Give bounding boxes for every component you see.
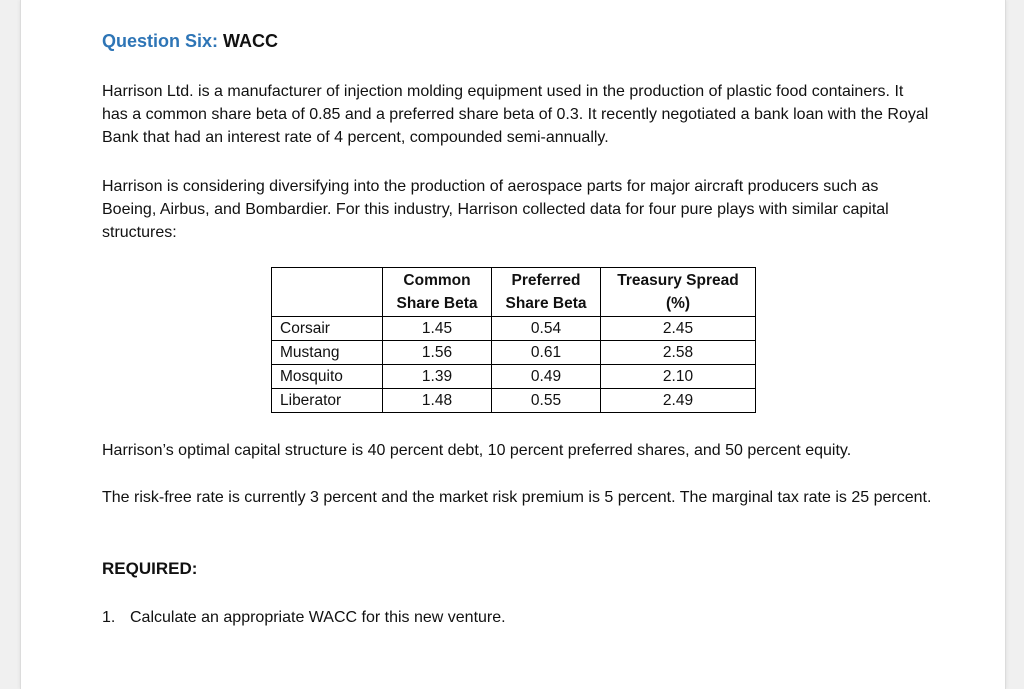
table-header-row bbox=[272, 268, 756, 317]
preferred-beta-cell: 0.61 bbox=[492, 341, 601, 365]
company-name: Mustang bbox=[272, 341, 383, 365]
treasury-spread-cell: 2.49 bbox=[601, 389, 756, 413]
table-header-common-beta: Common Share Beta bbox=[383, 268, 492, 317]
table-header-preferred-beta: Preferred Share Beta bbox=[492, 268, 601, 317]
required-item-text: Calculate an appropriate WACC for this new venture. bbox=[130, 609, 506, 626]
question-number: Question Six: bbox=[102, 31, 219, 51]
common-beta-cell: 1.45 bbox=[383, 317, 492, 341]
treasury-spread-cell: 2.45 bbox=[601, 317, 756, 341]
company-name: Mosquito bbox=[272, 365, 383, 389]
required-heading: REQUIRED: bbox=[102, 559, 198, 578]
rates-paragraph: The risk-free rate is currently 3 percent and the market risk premium is 5 percent. The marginal tax rate is 25 percent. bbox=[102, 489, 932, 506]
question-topic: WACC bbox=[223, 31, 279, 51]
company-name: Liberator bbox=[272, 389, 383, 413]
treasury-spread-cell: 2.58 bbox=[601, 341, 756, 365]
preferred-beta-cell: 0.54 bbox=[492, 317, 601, 341]
common-beta-cell: 1.56 bbox=[383, 341, 492, 365]
common-beta-cell: 1.48 bbox=[383, 389, 492, 413]
treasury-spread-cell: 2.10 bbox=[601, 365, 756, 389]
capital-structure-paragraph: Harrison’s optimal capital structure is 40 percent debt, 10 percent preferred shares, and 50 percent equity. bbox=[102, 442, 852, 459]
common-beta-cell: 1.39 bbox=[383, 365, 492, 389]
pure-play-table bbox=[271, 267, 756, 413]
table-row bbox=[272, 365, 756, 389]
required-item-number: 1. bbox=[102, 609, 116, 626]
table-header-treasury-spread: Treasury Spread (%) bbox=[601, 268, 756, 317]
document-page bbox=[20, 0, 1006, 689]
table-header-blank bbox=[272, 268, 383, 317]
question-heading bbox=[102, 31, 278, 52]
table-row bbox=[272, 389, 756, 413]
table-row bbox=[272, 341, 756, 365]
company-name: Corsair bbox=[272, 317, 383, 341]
preferred-beta-cell: 0.55 bbox=[492, 389, 601, 413]
intro-paragraph: Harrison Ltd. is a manufacturer of injection molding equipment used in the production of plastic food containers. It has a common share beta of 0.85 and a preferred share beta of 0.3. It recently negotiated a bank loan with the Royal Bank that had an interest rate of 4 percent, compounded semi-annually. bbox=[102, 83, 929, 146]
diversification-paragraph: Harrison is considering diversifying into the production of aerospace parts for major aircraft producers such as Boeing, Airbus, and Bombardier. For this industry, Harrison collected data for four pure plays with similar capital structures: bbox=[102, 178, 889, 241]
required-item bbox=[102, 606, 506, 629]
preferred-beta-cell: 0.49 bbox=[492, 365, 601, 389]
table-row bbox=[272, 317, 756, 341]
